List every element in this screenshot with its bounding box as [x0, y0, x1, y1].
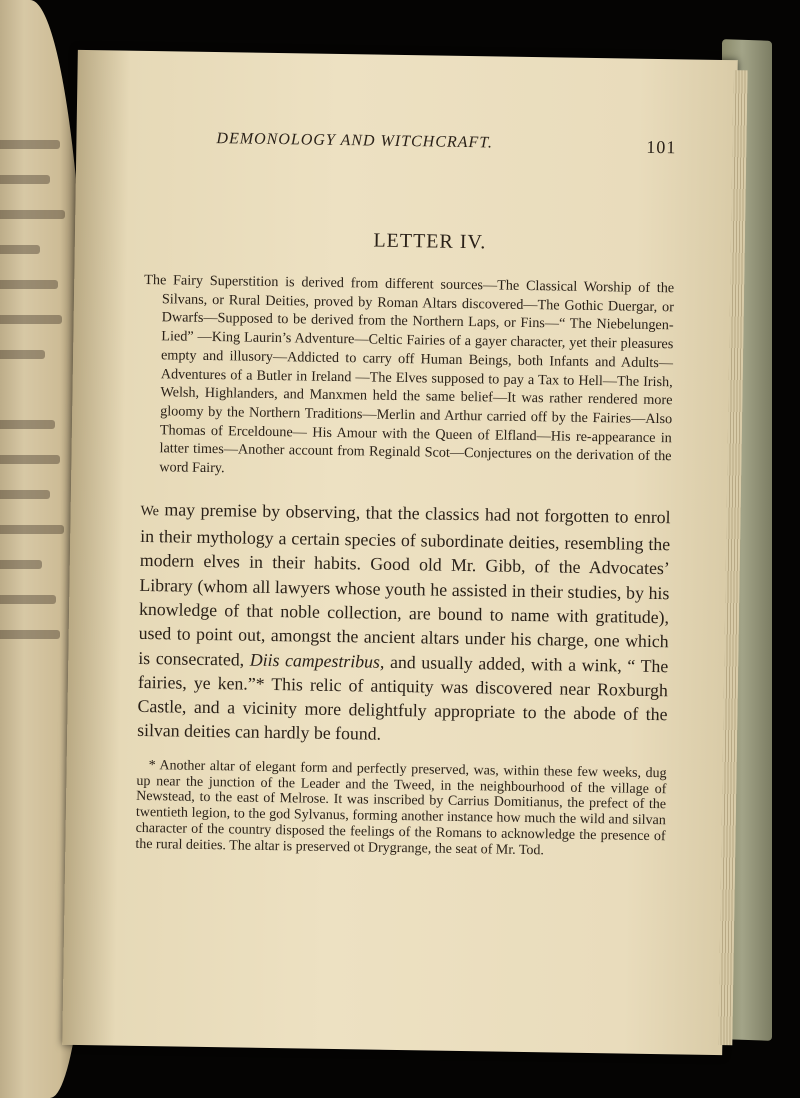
body-text-part-2: and usually added, with a wink, “ The fairies, ye ken.”* This relic of antiquity was discovered near Roxburgh Castle, and a vicinity more delightfuly appropriate to the abode of the silvan deities can hardly be found.	[137, 651, 669, 745]
running-head	[146, 129, 676, 167]
body-italic-phrase: Diis campestribus,	[249, 649, 385, 672]
body-text-part-1: may premise by observing, that the classics had not forgotten to enrol in their mythology a certain species of subordinate deities, resembling the modern elves in their habits. Good old Mr. Gibb, of the Advocates’ Library (whom all lawyers whose youth he assisted in their studies, by his knowledge of that noble collection, are bound to name with gratitude), used to point out, amongst the ancient altars under his charge, one which is consecrated,	[138, 498, 671, 670]
body-paragraph	[137, 497, 671, 751]
footnote: * Another altar of elegant form and perfectly preserved, was, within these few weeks, dug up near the junction of the Leader and the Tweed, in the neighbourhood of the village of Newstead, to the east of Melrose. It was inscribed by Carrius Domitianus, the prefect of the twentieth legion, to the god Sylvanus, forming another instance how much the wild and silvan character of the country disposed the feelings of the Romans to acknowledge the presence of the rural deities. The altar is preserved ot Drygrange, the seat of Mr. Tod.	[135, 757, 667, 858]
running-head-title: DEMONOLOGY AND WITCHCRAFT.	[216, 130, 494, 152]
book-page	[62, 50, 738, 1055]
page-number: 101	[646, 136, 677, 158]
page-text	[135, 129, 676, 861]
opening-word: We	[140, 503, 160, 519]
chapter-title: LETTER IV.	[373, 229, 487, 254]
chapter-summary: The Fairy Superstition is derived from different sources—The Classical Worship of the Silvans, or Rural Deities, proved by Roman Altars discovered—The Gothic Duergar, or Dwarfs—Supposed to be derived from the Northern Laps, or Fins—“ The Niebelungen-Lied” —King Laurin’s Adventure—Celtic Fairies of a gayer character, yet their pleasures empty and illusory—Addicted to carry off Human Beings, both Infants and Adults—Adventures of a Butler in Ireland —The Elves supposed to pay a Tax to Hell—The Irish, Welsh, Highlanders, and Manxmen held the same belief—It was rather rendered more gloomy by the Northern Traditions—Merlin and Arthur carried off by the Fairies—Also Thomas of Erceldoune— His Amour with the Queen of Elfland—His re-appearance in latter times—Another account from Reginald Scot—Conjectures on the derivation of the word Fairy.	[144, 271, 675, 477]
